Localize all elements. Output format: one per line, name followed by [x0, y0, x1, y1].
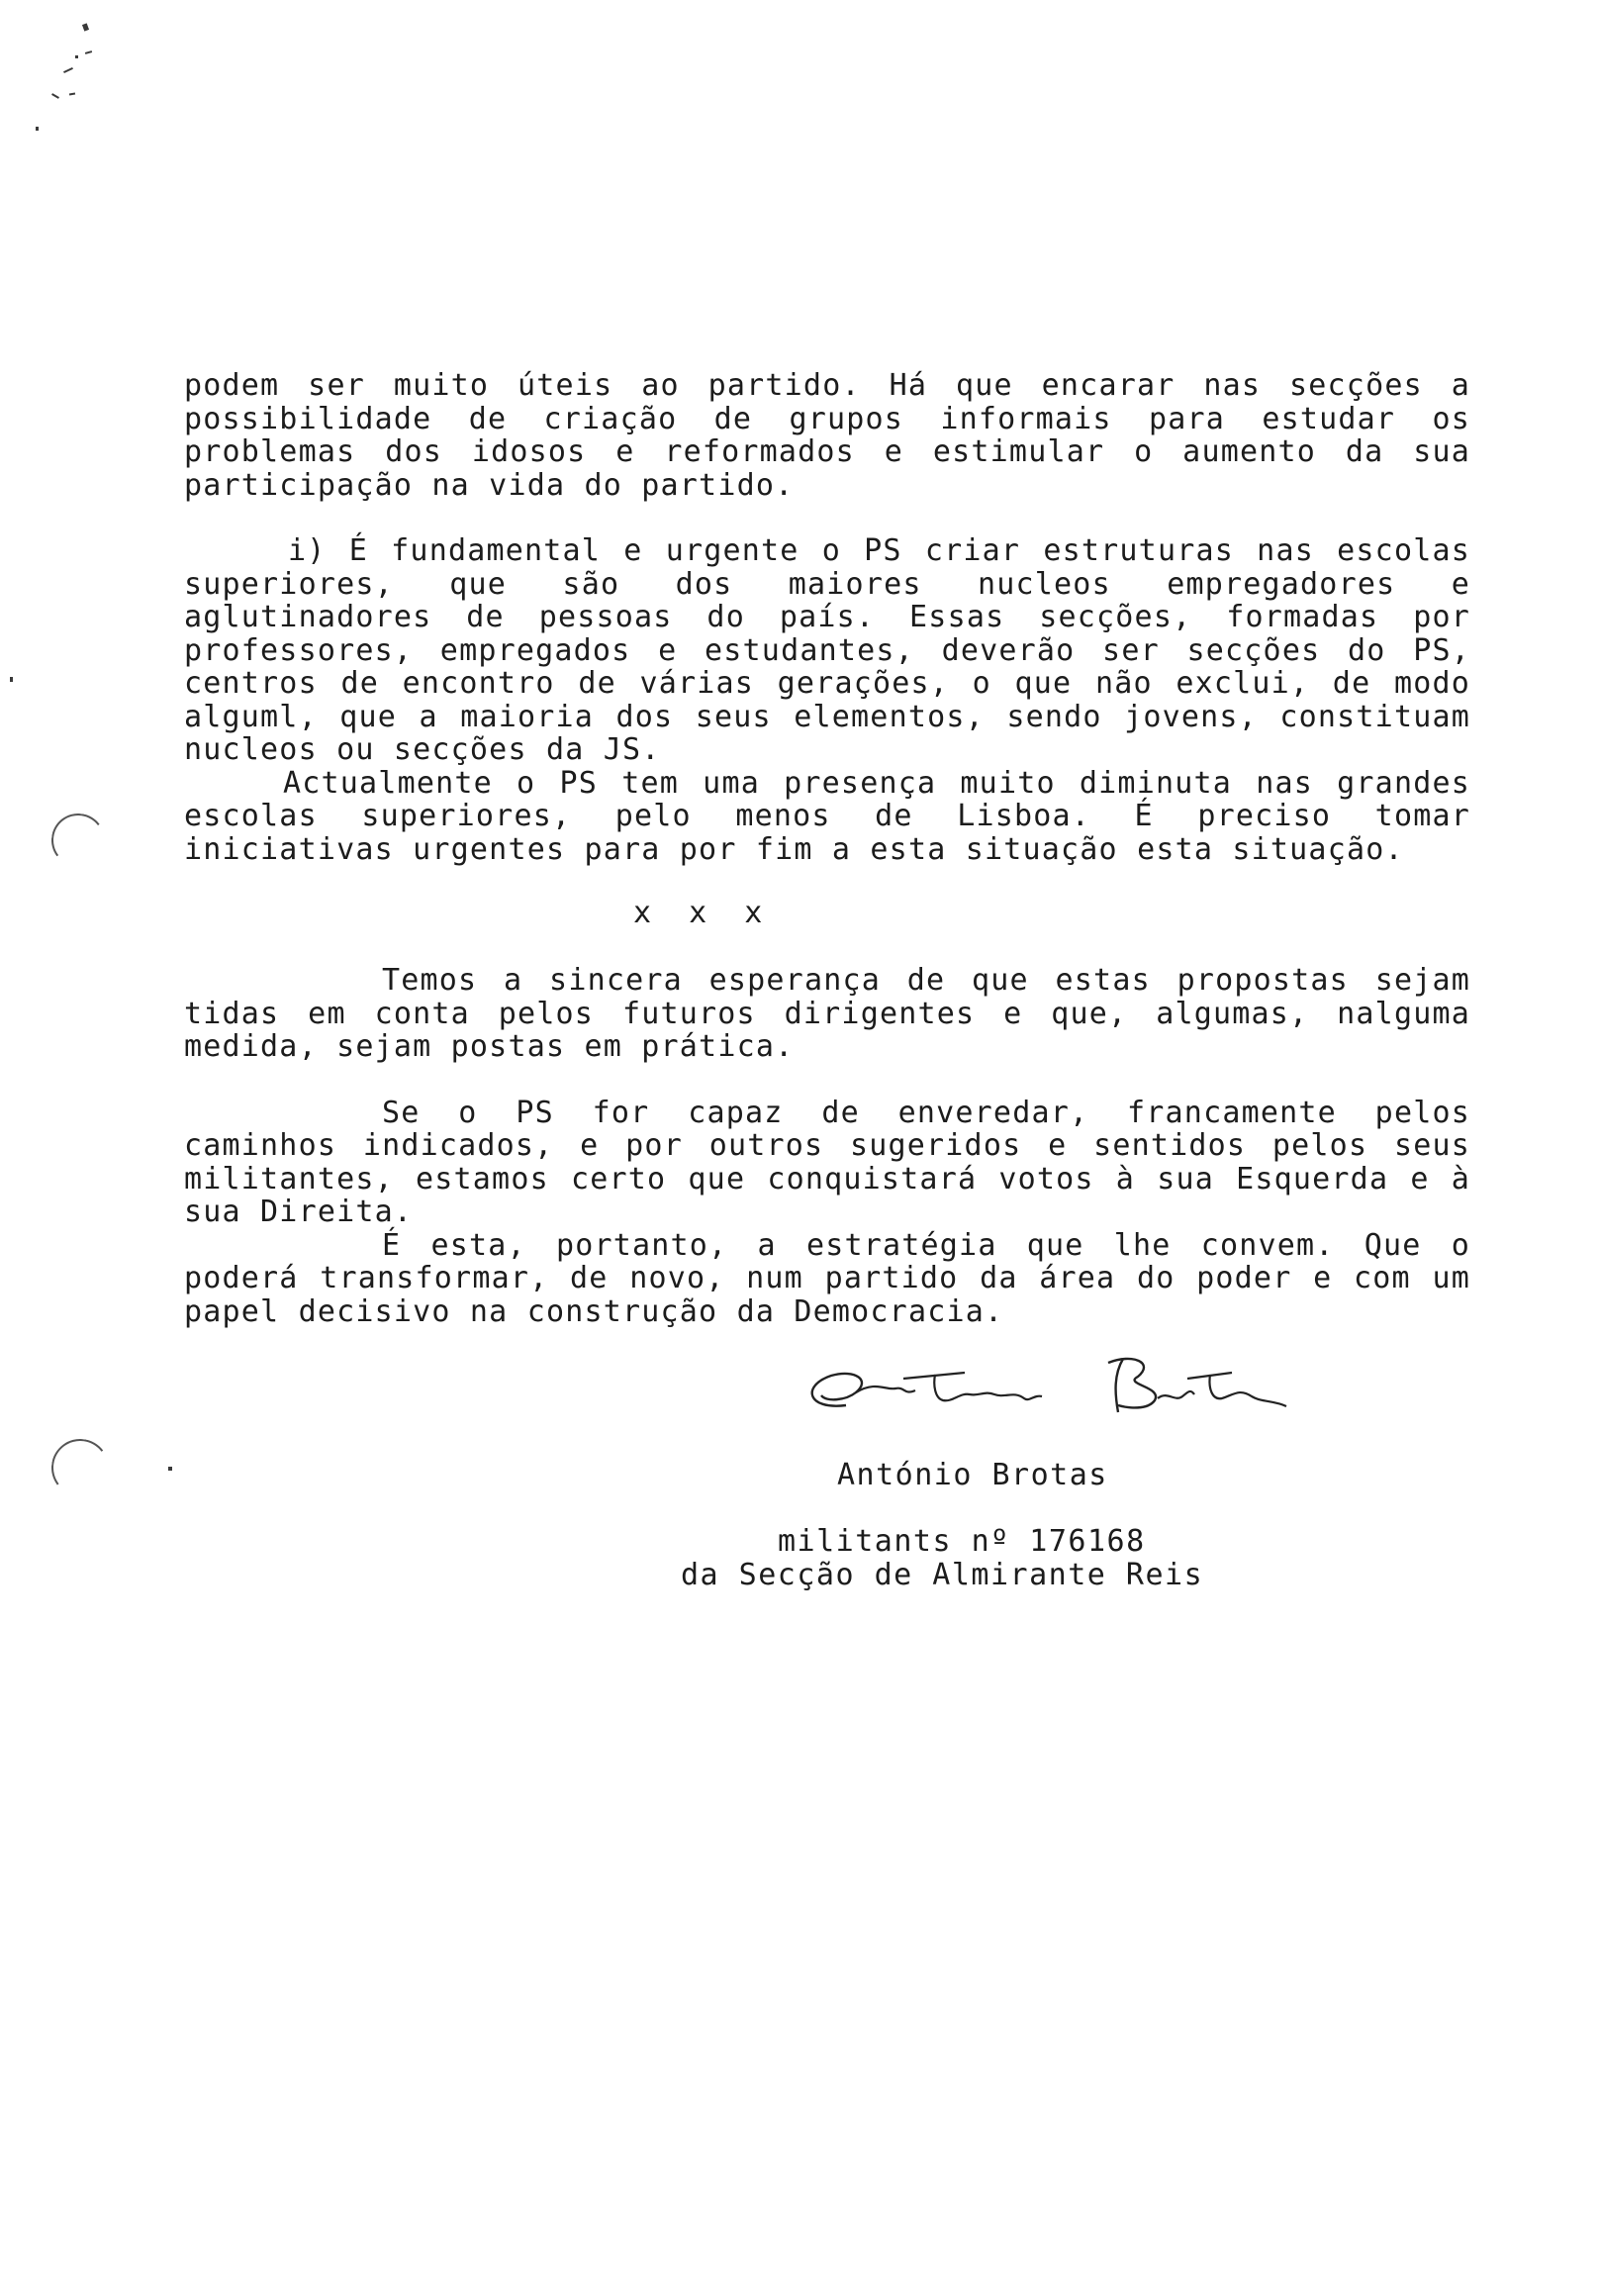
- party-section: da Secção de Almirante Reis: [681, 1558, 1204, 1592]
- signatory-name: António Brotas: [837, 1458, 1108, 1492]
- punch-hole-mark: [48, 811, 109, 871]
- handwritten-signature: [787, 1351, 1301, 1440]
- paragraph-escolas: i) É fundamental e urgente o PS criar estruturas nas escolas superiores, que são dos maiores nucleos empregadores e aglutinadores de pessoas do país. Essas secções, formadas por professores, empregados e estudantes, deverão ser secções do PS, centros de encontro de várias gerações, o que não exclui, de modo alguml, que a maioria dos seus elementos, sendo jovens, constituam nucleos ou secções da JS.: [184, 533, 1470, 767]
- scan-mark: [168, 1467, 172, 1471]
- letter-body-lower: [184, 964, 1470, 1361]
- scan-mark: [82, 23, 89, 31]
- section-separator: x x x: [633, 896, 773, 930]
- punch-hole-mark: [47, 1435, 113, 1500]
- letter-body-upper: [184, 369, 1470, 899]
- paragraph-esperanca: Temos a sincera esperança de que estas propostas sejam tidas em conta pelos futuros dirigentes e que, algumas, nalguma medida, sejam postas em prática.: [184, 963, 1470, 1064]
- paragraph-actualmente: Actualmente o PS tem uma presença muito diminuta nas grandes escolas superiores, pelo menos de Lisboa. É preciso tomar iniciativas urgentes para por fim a esta situação esta situação.: [184, 765, 1470, 867]
- scan-mark: [36, 127, 39, 131]
- paragraph-estrategia: É esta, portanto, a estratégia que lhe convem. Que o poderá transformar, de novo, num partido da área do poder e com um papel decisivo na construção da Democracia.: [184, 1227, 1470, 1329]
- scan-mark: [69, 92, 75, 95]
- scan-mark: [85, 50, 92, 54]
- paragraph-capaz: Se o PS for capaz de enveredar, francamente pelos caminhos indicados, e por outros sugeridos e sentidos pelos seus militantes, estamos certo que conquistará votos à sua Esquerda e à sua Direita.: [184, 1095, 1470, 1229]
- member-number: militants nº 176168: [778, 1524, 1146, 1559]
- scan-mark: [10, 677, 13, 682]
- scan-mark: [51, 93, 59, 99]
- scan-mark: [63, 67, 73, 73]
- paragraph-idosos: podem ser muito úteis ao partido. Há que encarar nas secções a possibilidade de criação de grupos informais para estudar os problemas dos idosos e reformados e estimular o aumento da sua participação na vida do partido.: [184, 368, 1470, 503]
- scan-mark: [75, 55, 78, 58]
